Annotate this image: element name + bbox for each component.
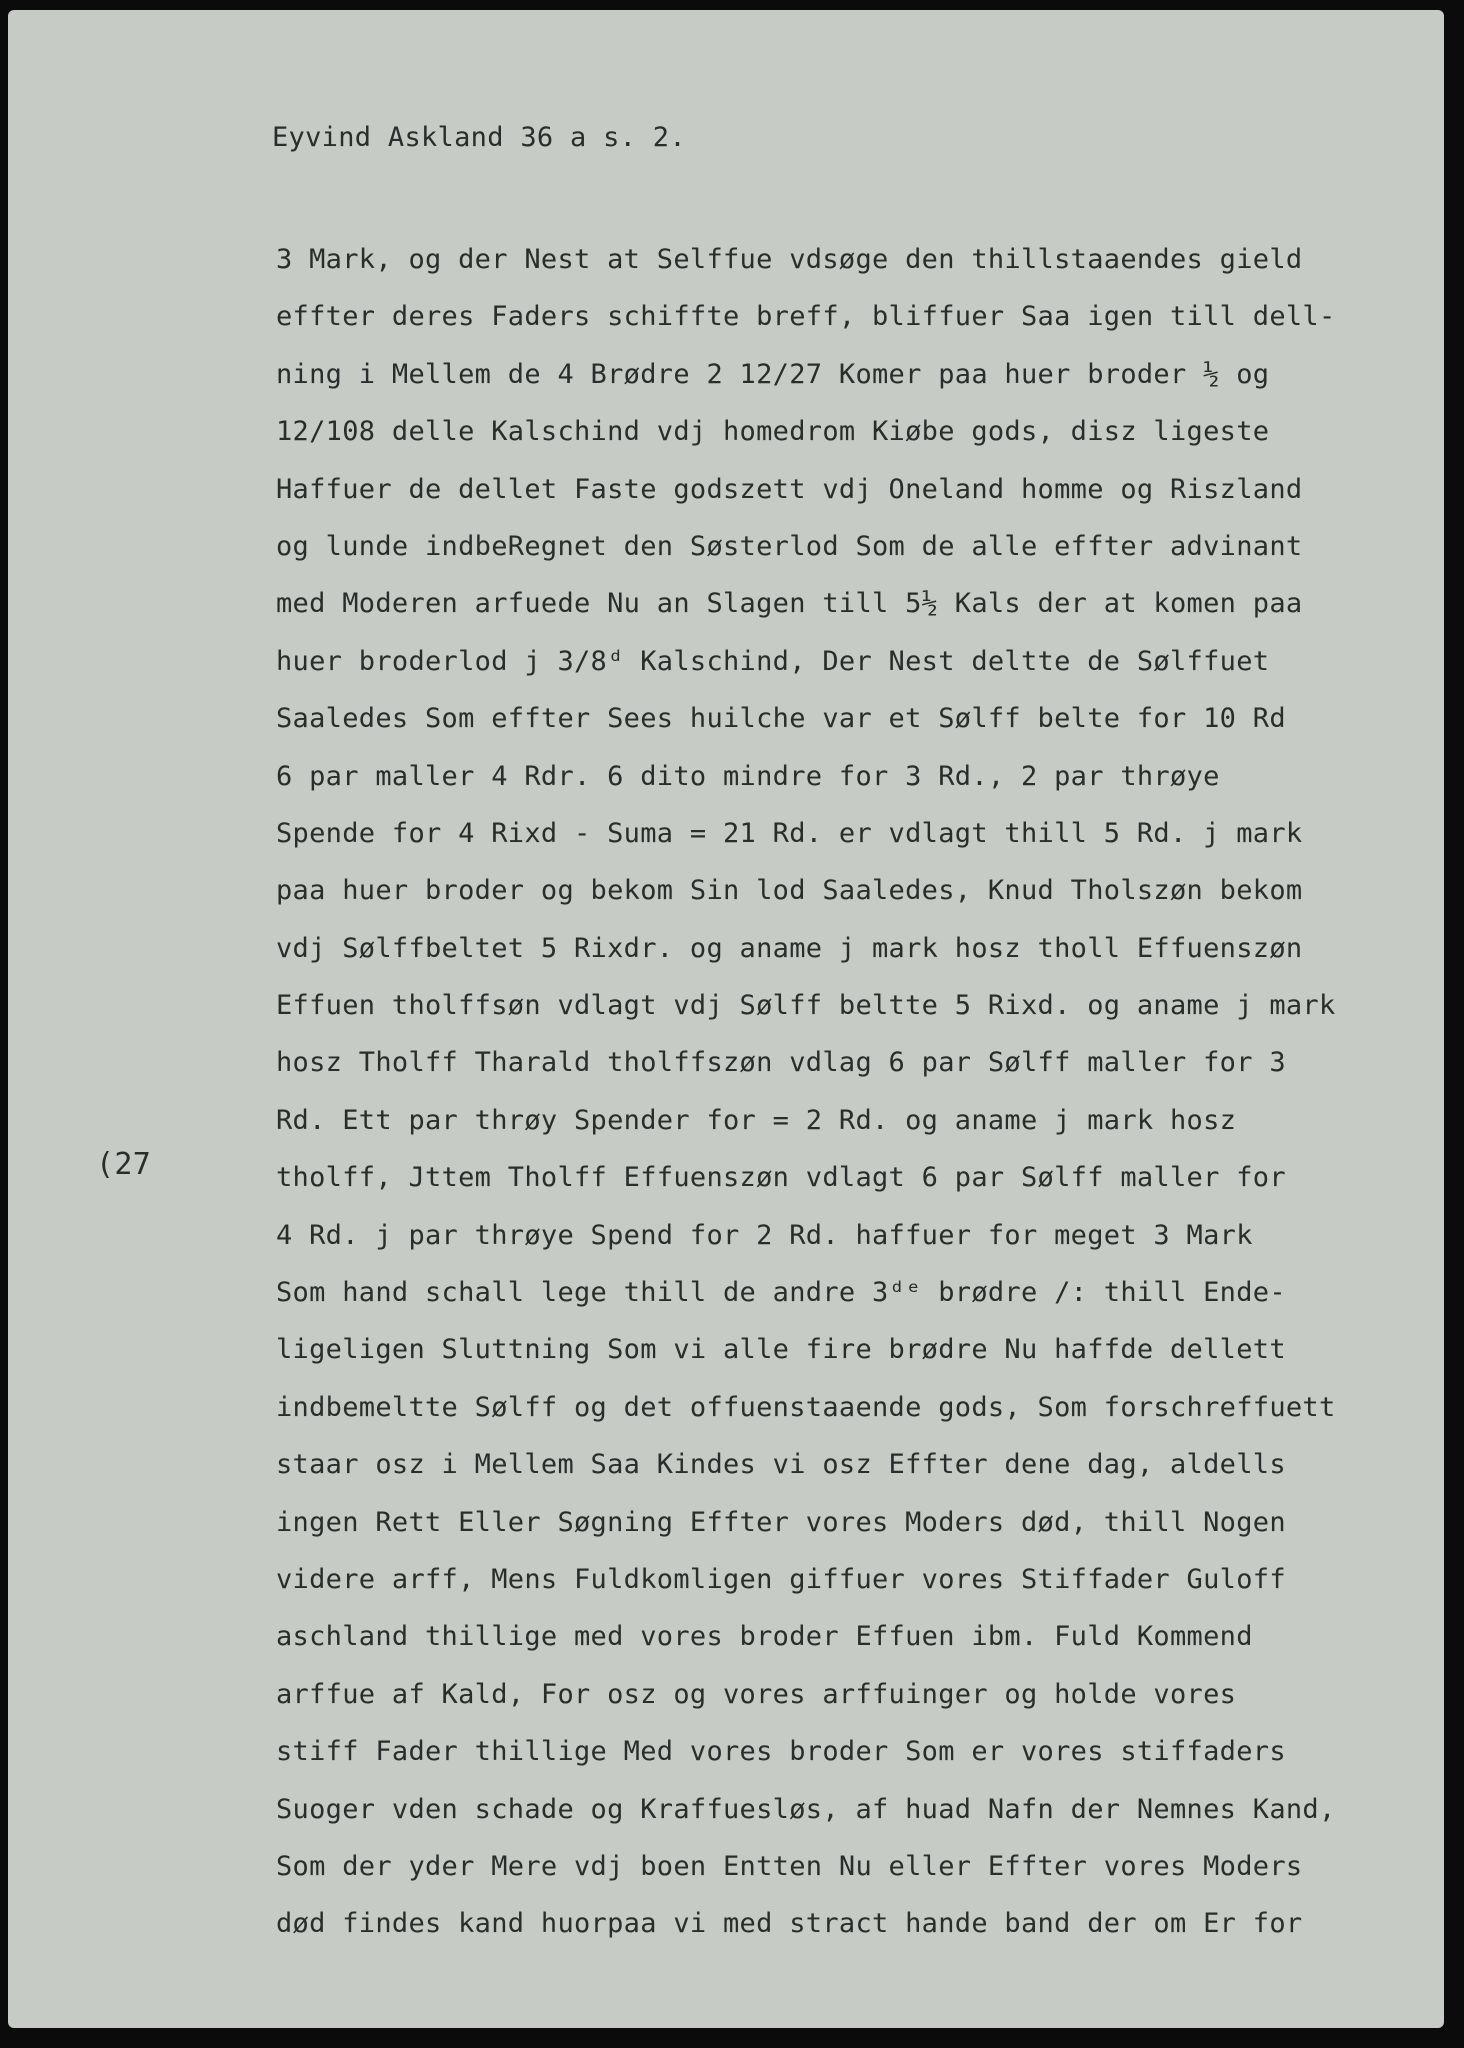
text-line-11: Spende for 4 Rixd - Suma = 21 Rd. er vdlagt thill 5 Rd. j mark	[276, 817, 1303, 849]
text-line-6: og lunde indbeRegnet den Søsterlod Som de alle effter advinant	[276, 530, 1303, 562]
text-line-12: paa huer broder og bekom Sin lod Saaledes, Knud Tholszøn bekom	[276, 875, 1303, 907]
text-line-25: aschland thillige med vores broder Effuen ibm. Fuld Kommend	[276, 1621, 1253, 1653]
text-line-20: ligeligen Sluttning Som vi alle fire brødre Nu haffde dellett	[276, 1334, 1286, 1366]
text-line-22: staar osz i Mellem Saa Kindes vi osz Effter dene dag, aldells	[276, 1449, 1286, 1481]
text-line-21: indbemeltte Sølff og det offuenstaaende gods, Som forschreffuett	[276, 1391, 1336, 1423]
text-line-5: Haffuer de dellet Faste godszett vdj Oneland homme og Riszland	[276, 473, 1303, 505]
text-line-7: med Moderen arfuede Nu an Slagen till 5½ Kals der at komen paa	[276, 588, 1303, 620]
text-line-2: effter deres Faders schiffte breff, bliffuer Saa igen till dell-	[276, 301, 1336, 333]
text-line-29: Som der yder Mere vdj boen Entten Nu eller Effter vores Moders	[276, 1850, 1303, 1882]
body-text	[276, 231, 1336, 1953]
text-line-19: Som hand schall lege thill de andre 3ᵈᵉ brødre /: thill Ende-	[276, 1277, 1286, 1309]
document-page	[8, 10, 1444, 2028]
text-line-24: videre arff, Mens Fuldkomligen giffuer vores Stiffader Guloff	[276, 1563, 1286, 1595]
text-line-3: ning i Mellem de 4 Brødre 2 12/27 Komer paa huer broder ½ og	[276, 358, 1270, 390]
page-heading: Eyvind Askland 36 a s. 2.	[272, 122, 686, 153]
text-line-26: arffue af Kald, For osz og vores arffuinger og holde vores	[276, 1678, 1237, 1710]
margin-note: (27	[96, 1147, 152, 1182]
text-line-28: Suoger vden schade og Kraffuesløs, af huad Nafn der Nemnes Kand,	[276, 1793, 1336, 1825]
text-line-23: ingen Rett Eller Søgning Effter vores Moders død, thill Nogen	[276, 1506, 1286, 1538]
text-line-27: stiff Fader thillige Med vores broder Som er vores stiffaders	[276, 1736, 1286, 1768]
text-line-30: død findes kand huorpaa vi med stract hande band der om Er for	[276, 1908, 1303, 1940]
text-line-10: 6 par maller 4 Rdr. 6 dito mindre for 3 Rd., 2 par thrøye	[276, 760, 1220, 792]
text-line-16: Rd. Ett par thrøy Spender for = 2 Rd. og aname j mark hosz	[276, 1104, 1237, 1136]
text-line-9: Saaledes Som effter Sees huilche var et Sølff belte for 10 Rd	[276, 703, 1286, 735]
text-line-17: tholff, Jttem Tholff Effuenszøn vdlagt 6 par Sølff maller for	[276, 1162, 1286, 1194]
text-line-13: vdj Sølffbeltet 5 Rixdr. og aname j mark hosz tholl Effuenszøn	[276, 932, 1303, 964]
text-line-15: hosz Tholff Tharald tholffszøn vdlag 6 par Sølff maller for 3	[276, 1047, 1286, 1079]
text-line-1: 3 Mark, og der Nest at Selffue vdsøge den thillstaaendes gield	[276, 244, 1303, 275]
text-line-8: huer broderlod j 3/8ᵈ Kalschind, Der Nest deltte de Sølffuet	[276, 645, 1270, 677]
text-line-14: Effuen tholffsøn vdlagt vdj Sølff beltte 5 Rixd. og aname j mark	[276, 990, 1336, 1022]
text-line-18: 4 Rd. j par thrøye Spend for 2 Rd. haffuer for meget 3 Mark	[276, 1219, 1253, 1251]
text-line-4: 12/108 delle Kalschind vdj homedrom Kiøbe gods, disz ligeste	[276, 416, 1270, 448]
